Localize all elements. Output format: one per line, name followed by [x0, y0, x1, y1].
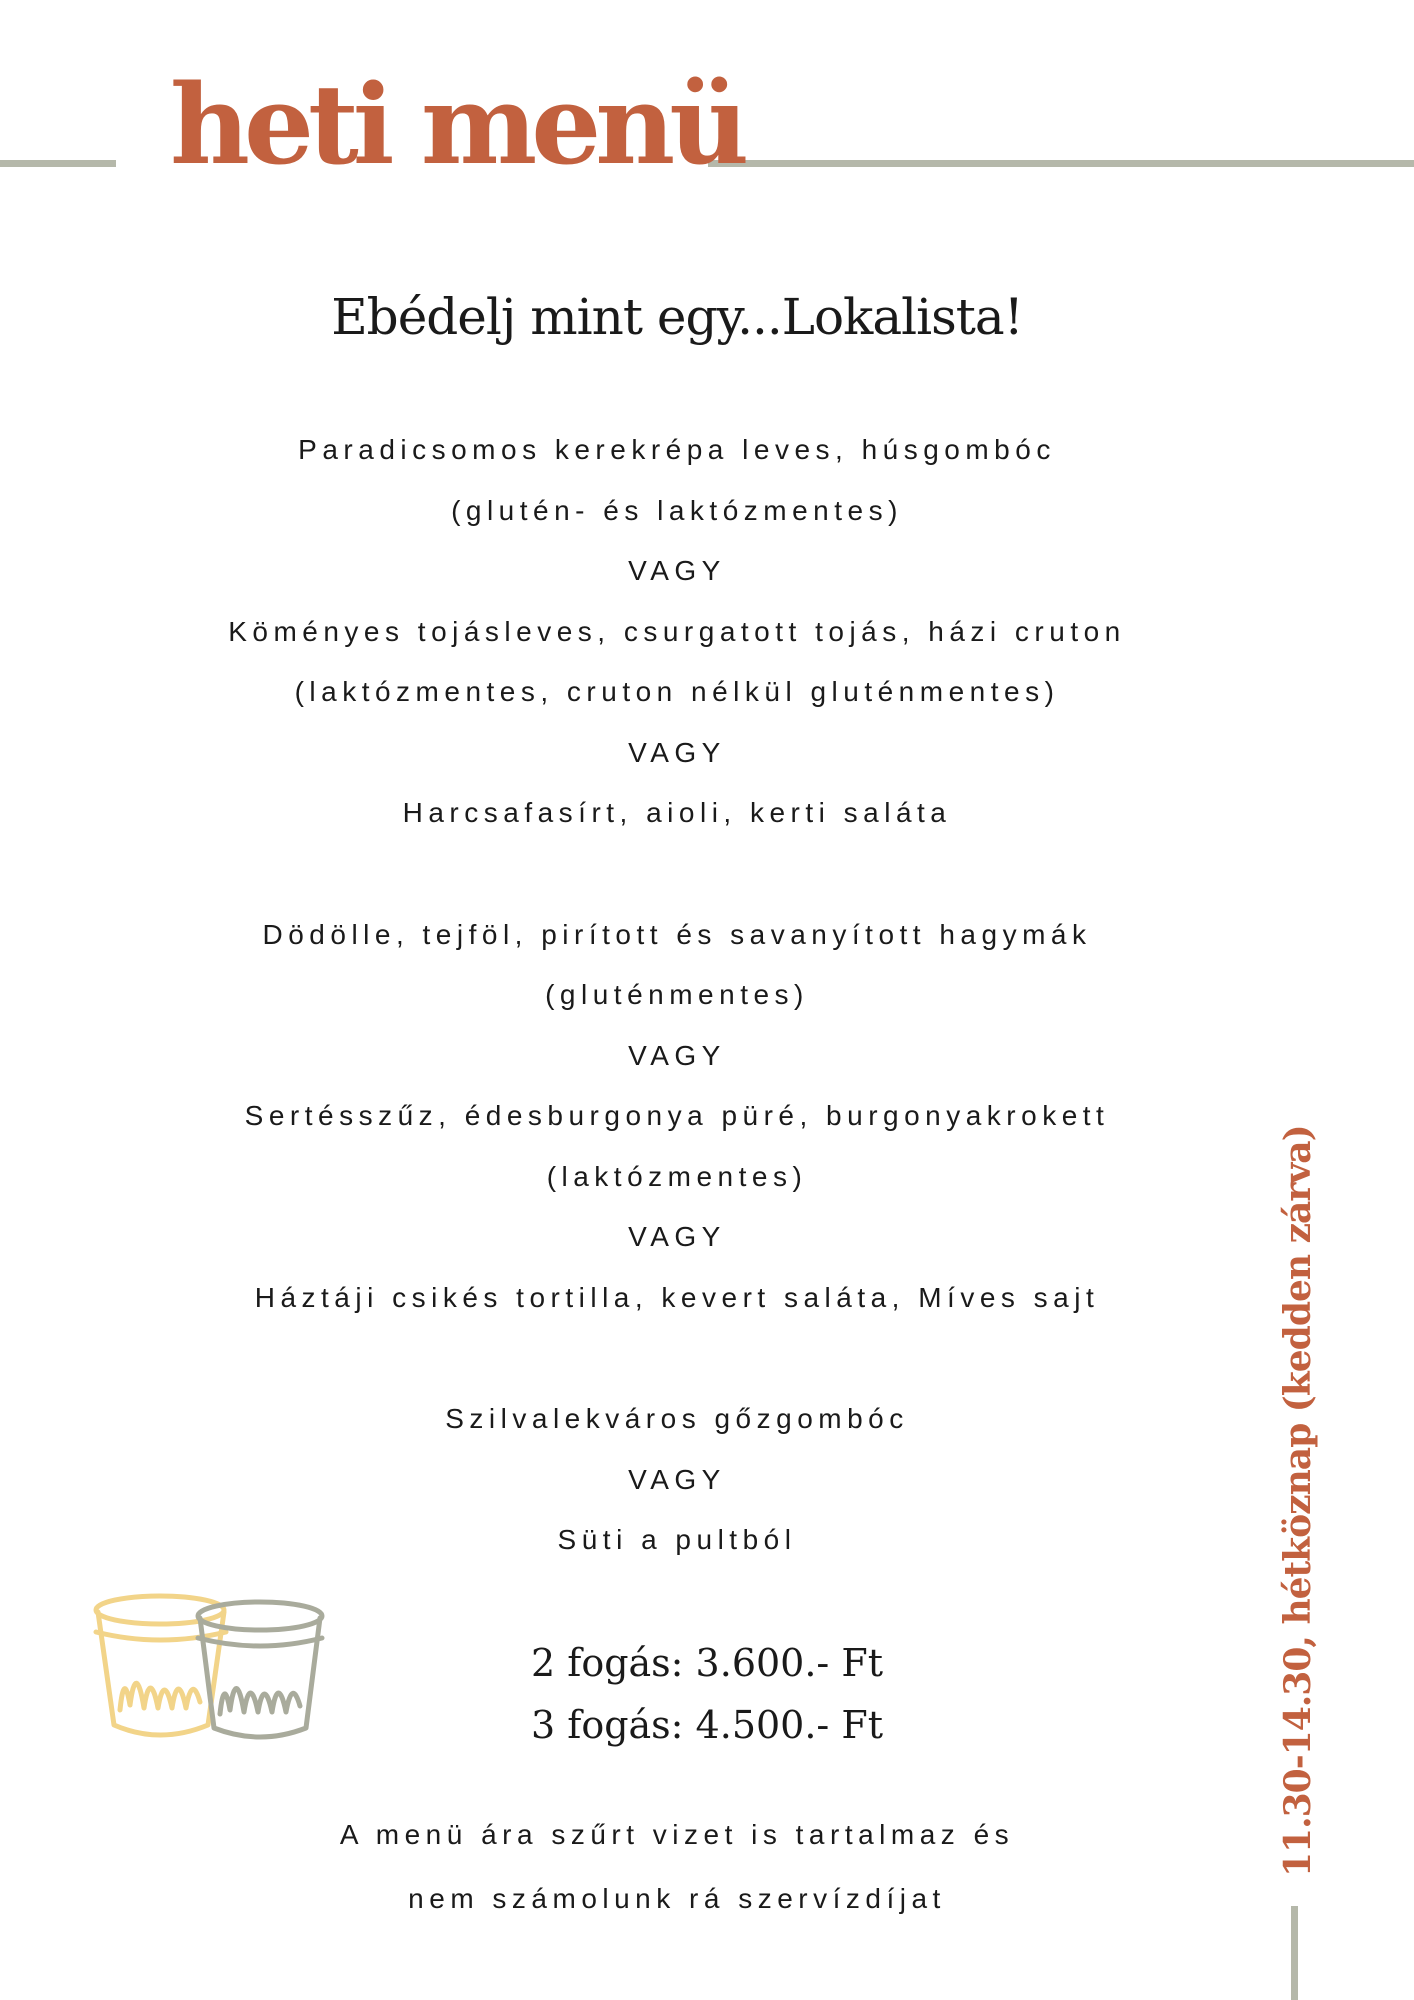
menu-line: Süti a pultból [557, 1524, 797, 1555]
dessert-section [0, 1389, 1354, 1571]
footer-line: A menü ára szűrt vizet is tartalmaz és [339, 1819, 1015, 1850]
menu-line: Harcsafasírt, aioli, kerti saláta [402, 797, 952, 828]
menu-line: VAGY [628, 736, 726, 768]
menu-line: VAGY [628, 1463, 726, 1495]
section-gap [0, 844, 1354, 905]
menu-line: Paradicsomos kerekrépa leves, húsgombóc [298, 434, 1056, 465]
page-title: heti menü [170, 60, 744, 189]
footer-line: nem számolunk rá szervízdíjat [408, 1883, 946, 1914]
vertical-rule [1291, 1906, 1298, 2000]
menu-line: Háztáji csikés tortilla, kevert saláta, Míves sajt [254, 1281, 1100, 1313]
menu-line: (laktózmentes, cruton nélkül gluténmentes) [294, 676, 1060, 707]
menu-line: VAGY [628, 1039, 726, 1071]
section-gap [0, 1328, 1354, 1389]
soup-section [0, 420, 1354, 844]
menu-line: VAGY [628, 1221, 726, 1252]
menu-line: Köményes tojásleves, csurgatott tojás, házi cruton [228, 615, 1126, 647]
price-two-course: 2 fogás: 3.600.- Ft [531, 1641, 883, 1685]
footer-note [0, 1803, 1354, 1931]
header-rule-left [0, 160, 116, 167]
price-three-course: 3 fogás: 4.500.- Ft [531, 1703, 883, 1747]
header-rule-right [708, 160, 1414, 167]
main-section [0, 905, 1354, 1329]
price-list [0, 1632, 1414, 1756]
menu-subtitle: Ebédelj mint egy...Lokalista! [331, 288, 1023, 346]
menu-line: (gluténmentes) [545, 979, 809, 1010]
menu-line: (glutén- és laktózmentes) [451, 494, 903, 526]
menu-line: VAGY [628, 555, 726, 586]
menu-line: Dödölle, tejföl, pirított és savanyított hagymák [262, 918, 1092, 950]
opening-hours: 11.30-14.30, hétköznap (kedden zárva) [1277, 1125, 1319, 1877]
menu-line: (laktózmentes) [546, 1160, 808, 1192]
menu-line: Sertésszűz, édesburgonya püré, burgonyakrokett [244, 1100, 1110, 1131]
menu-list [0, 420, 1354, 1571]
menu-line: Szilvalekváros gőzgombóc [445, 1403, 909, 1434]
